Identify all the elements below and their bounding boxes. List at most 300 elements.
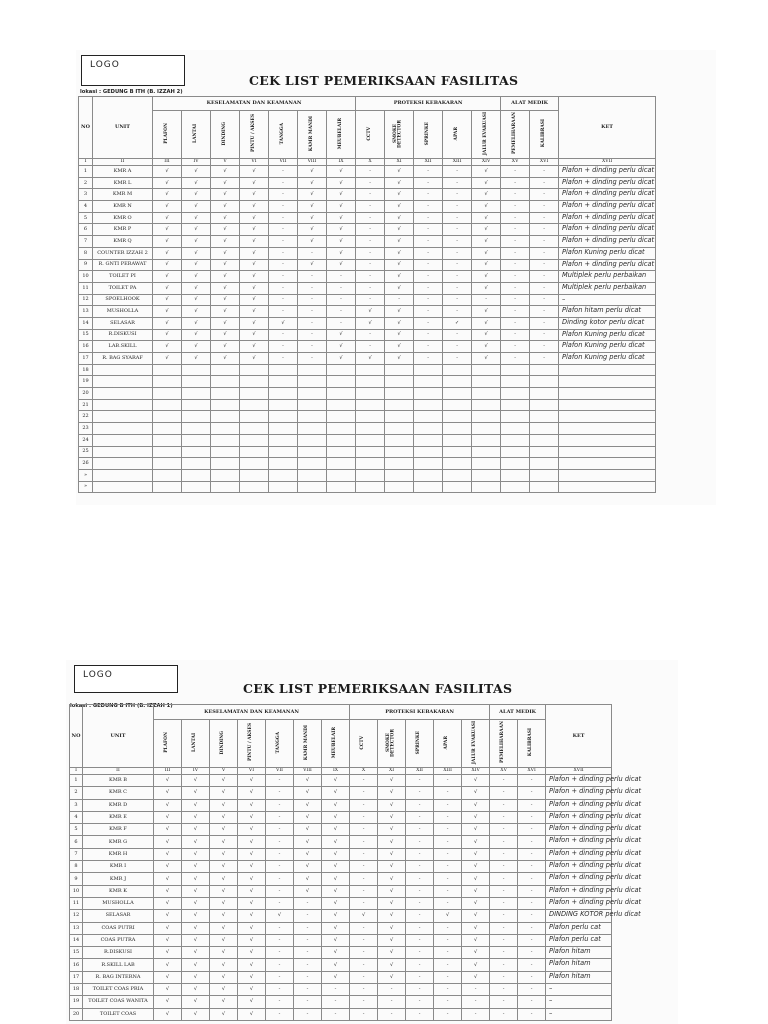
check-cell: - [406,787,434,799]
check-cell [211,446,240,458]
check-cell: √ [385,236,414,248]
ket-note: Plafon + dinding perlu dicat [562,178,655,186]
check-cell: - [298,353,327,365]
numeral-cell: I [70,768,83,775]
check-cell [472,458,501,470]
check-cell: - [530,166,559,178]
ket-note: Plafon + dinding perlu dicat [562,260,655,268]
check-cell: - [266,836,294,848]
check-cell [298,411,327,423]
unit-name: KMR L [93,177,153,189]
check-cell [269,469,298,481]
check-cell: √ [385,189,414,201]
check-cell [327,446,356,458]
column-header [490,720,518,768]
ket-note: Plafon Kuning perlu dicat [562,341,645,349]
check-cell: √ [153,329,182,341]
unit-name: KMR O [93,212,153,224]
check-cell: - [266,775,294,787]
table-row [70,947,612,959]
ket-note: Plafon + dinding perlu dicat [562,166,655,174]
check-cell: - [266,897,294,909]
check-cell [472,446,501,458]
check-cell: √ [356,317,385,329]
check-cell: √ [182,836,210,848]
group-ket: KET [546,705,612,768]
check-cell: - [298,294,327,306]
check-cell: √ [154,1008,182,1020]
unit-name: KMR F [83,824,154,836]
check-cell: √ [210,934,238,946]
check-cell: - [269,259,298,271]
check-cell: - [269,212,298,224]
check-cell: √ [462,885,490,897]
check-cell: - [406,1008,434,1020]
numeral-cell: XIV [462,768,490,775]
sheet-title: CEK LIST PEMERIKSAAN FASILITAS [243,681,513,696]
table-row [79,388,656,400]
unit-name: KMR G [83,836,154,848]
row-number: 3 [70,799,83,811]
check-cell: √ [327,201,356,213]
check-cell: - [298,306,327,318]
check-cell: - [266,885,294,897]
check-cell: √ [385,177,414,189]
check-cell: - [530,224,559,236]
check-cell: - [530,271,559,283]
check-cell: √ [154,873,182,885]
check-cell: - [266,934,294,946]
check-cell: √ [182,317,211,329]
row-number: 20 [79,388,93,400]
check-cell: √ [385,212,414,224]
check-cell: √ [385,166,414,178]
row-number: 5 [79,212,93,224]
check-cell: √ [211,201,240,213]
check-cell: √ [472,329,501,341]
check-cell: √ [182,787,210,799]
check-cell: - [490,873,518,885]
group-alat-medik: ALAT MEDIK [501,97,559,111]
numeral-cell: XVII [546,768,612,775]
ket-note: Plafon hitam [549,972,591,980]
check-cell: √ [182,224,211,236]
check-cell: √ [154,775,182,787]
check-cell: - [269,166,298,178]
check-cell [356,458,385,470]
check-cell: √ [298,189,327,201]
row-number: 25 [79,446,93,458]
check-cell: - [472,294,501,306]
ket-note: Plafon + dinding perlu dicat [562,189,655,197]
check-cell: - [406,947,434,959]
check-cell: √ [153,236,182,248]
row-number: 5 [70,824,83,836]
check-cell [298,458,327,470]
check-cell [385,423,414,435]
row-number: 16 [70,959,83,971]
unit-name [93,376,153,388]
ket-note: Plafon + dinding perlu dicat [562,224,655,232]
check-cell: √ [238,811,266,823]
check-cell: √ [298,166,327,178]
check-cell: - [350,873,378,885]
check-cell: √ [182,971,210,983]
check-cell: √ [182,897,210,909]
check-cell: - [501,212,530,224]
column-header [210,720,238,768]
check-cell: - [501,177,530,189]
numeral-cell: IX [327,159,356,166]
check-cell: - [266,787,294,799]
ket-note: – [549,984,553,992]
check-cell: √ [182,984,210,996]
row-number: 3 [79,189,93,201]
check-cell: √ [298,259,327,271]
check-cell: √ [298,212,327,224]
check-cell: √ [182,282,211,294]
ket-note: Plafon + dinding perlu dicat [549,861,642,869]
check-cell: - [350,971,378,983]
check-cell: √ [238,885,266,897]
check-cell: - [294,897,322,909]
check-cell [211,469,240,481]
check-cell: √ [211,341,240,353]
check-cell: - [356,177,385,189]
column-header [530,111,559,159]
unit-name: R.DISKUSI [83,947,154,959]
check-cell: √ [462,811,490,823]
check-cell: √ [154,934,182,946]
check-cell [414,411,443,423]
check-cell: √ [294,811,322,823]
row-number: 1 [79,166,93,178]
check-cell: √ [385,247,414,259]
table-row [70,811,612,823]
check-cell: √ [210,996,238,1008]
check-cell: - [443,341,472,353]
check-cell: √ [294,861,322,873]
check-cell: √ [462,873,490,885]
check-cell: √ [385,259,414,271]
row-number: 22 [79,411,93,423]
check-cell: - [378,996,406,1008]
column-header-label: JALUR EVAKUASI [482,111,488,156]
ket-note: – [549,996,553,1004]
check-cell: √ [327,236,356,248]
check-cell: √ [182,166,211,178]
check-cell: - [462,1008,490,1020]
unit-name: COAS PUTRI [83,922,154,934]
table-row [79,423,656,435]
sheet-title: CEK LIST PEMERIKSAAN FASILITAS [249,73,519,88]
check-cell [182,434,211,446]
check-cell [182,411,211,423]
check-cell: - [434,824,462,836]
column-header [154,720,182,768]
check-cell: - [266,848,294,860]
check-cell: - [490,861,518,873]
row-number: 15 [70,947,83,959]
check-cell [240,469,269,481]
check-cell [356,364,385,376]
check-cell: - [434,971,462,983]
check-cell: - [443,189,472,201]
check-cell: - [327,294,356,306]
check-cell: - [414,224,443,236]
check-cell: - [298,317,327,329]
column-header [266,720,294,768]
check-cell: √ [182,824,210,836]
check-cell: - [501,189,530,201]
check-cell [530,446,559,458]
check-cell: - [434,996,462,1008]
check-cell: √ [378,897,406,909]
check-cell: - [490,934,518,946]
check-cell: √ [385,341,414,353]
check-cell: √ [294,885,322,897]
check-cell: √ [322,861,350,873]
row-number: 16 [79,341,93,353]
table-row [70,897,612,909]
check-cell [153,411,182,423]
check-cell: √ [211,189,240,201]
check-cell [211,364,240,376]
numeral-cell: VI [240,159,269,166]
column-header [434,720,462,768]
check-cell [501,458,530,470]
check-cell: - [434,873,462,885]
check-cell: - [501,294,530,306]
check-cell: - [406,971,434,983]
table-row [70,836,612,848]
check-cell: - [518,922,546,934]
check-cell [443,481,472,493]
check-cell: √ [294,873,322,885]
row-number: 9 [70,873,83,885]
column-header [385,111,414,159]
numeral-cell: X [356,159,385,166]
unit-name: TOILET COAS WANITA [83,996,154,1008]
check-cell: - [350,947,378,959]
check-cell: - [443,329,472,341]
check-cell: √ [385,201,414,213]
check-cell: √ [462,910,490,922]
check-cell: - [434,1008,462,1020]
check-cell [356,434,385,446]
check-cell [182,458,211,470]
check-cell: - [356,259,385,271]
check-cell [443,423,472,435]
unit-name: KMR I [83,861,154,873]
table-row [70,910,612,922]
check-cell: √ [322,959,350,971]
check-cell: √ [327,353,356,365]
check-cell: - [414,247,443,259]
table-row [70,971,612,983]
numeral-cell: XV [501,159,530,166]
check-cell: - [414,329,443,341]
ket-note: DINDING KOTOR perlu dicat [549,910,641,918]
check-cell: √ [238,934,266,946]
check-cell: √ [154,885,182,897]
numeral-cell: IV [182,159,211,166]
check-cell: √ [322,787,350,799]
table-row [70,959,612,971]
check-cell: - [269,353,298,365]
check-cell: - [434,922,462,934]
unit-name: SELASAR [93,317,153,329]
numeral-cell: VII [269,159,298,166]
numeral-cell: XI [385,159,414,166]
check-cell: - [530,341,559,353]
check-cell: √ [182,775,210,787]
table-row [79,434,656,446]
check-cell: - [501,201,530,213]
check-cell: - [356,212,385,224]
check-cell: √ [472,189,501,201]
numeral-cell: IV [182,768,210,775]
check-cell: - [327,317,356,329]
check-cell: √ [350,910,378,922]
group-header-row [70,705,612,720]
check-cell: √ [294,775,322,787]
check-cell: - [414,212,443,224]
col-unit-header: UNIT [93,97,153,159]
check-cell [327,481,356,493]
column-header [472,111,501,159]
table-row [70,873,612,885]
check-cell: - [414,166,443,178]
check-cell: √ [378,885,406,897]
check-cell: √ [378,836,406,848]
check-cell: ✓ [443,317,472,329]
logo-box: LOGO [74,665,178,693]
unit-name: KMR H [83,848,154,860]
column-header [327,111,356,159]
table-row [79,411,656,423]
check-cell [501,364,530,376]
check-cell [356,446,385,458]
check-cell: √ [472,236,501,248]
ket-note: Plafon Kuning perlu dicat [562,248,645,256]
check-cell [211,423,240,435]
numeral-cell: II [83,768,154,775]
check-cell: √ [238,848,266,860]
unit-name: KMR J [83,873,154,885]
check-cell: √ [266,910,294,922]
check-cell: √ [238,836,266,848]
ket-note: Plafon Kuning perlu dicat [562,353,645,361]
ket-note: Plafon + dinding perlu dicat [549,873,642,881]
check-cell: - [490,836,518,848]
check-cell: - [414,236,443,248]
check-cell: - [443,306,472,318]
check-cell: √ [154,861,182,873]
check-cell [298,376,327,388]
table-row [70,787,612,799]
column-header-label: PINTU / AKSES [248,723,254,762]
check-cell: - [269,341,298,353]
check-cell: - [294,947,322,959]
check-cell [530,399,559,411]
check-cell: - [266,1008,294,1020]
ket-cell [546,1008,612,1020]
check-cell [240,399,269,411]
check-cell: √ [269,317,298,329]
check-cell: - [406,922,434,934]
row-number: 12 [79,294,93,306]
check-cell: - [443,282,472,294]
row-number: 21 [79,399,93,411]
check-cell [472,481,501,493]
check-cell [327,388,356,400]
check-cell: - [414,259,443,271]
column-header-label: CCTV [360,735,366,750]
check-cell: √ [378,910,406,922]
check-cell: - [518,947,546,959]
unit-name: KMR A [93,166,153,178]
check-cell: √ [211,294,240,306]
check-cell [414,446,443,458]
ket-note: Plafon + dinding perlu dicat [549,849,642,857]
check-cell [269,388,298,400]
check-cell: - [518,848,546,860]
unit-name: COUNTER IZZAH 2 [93,247,153,259]
check-cell: √ [211,306,240,318]
check-cell: - [443,212,472,224]
ket-note: Plafon + dinding perlu dicat [549,800,642,808]
check-cell [501,423,530,435]
check-cell [443,388,472,400]
check-cell: √ [210,873,238,885]
check-cell: - [322,1008,350,1020]
column-header [462,720,490,768]
check-cell: √ [211,224,240,236]
check-cell: √ [240,201,269,213]
check-cell: - [518,861,546,873]
check-cell: √ [153,282,182,294]
check-cell: √ [327,177,356,189]
row-number: 15 [79,329,93,341]
check-cell: √ [472,353,501,365]
check-cell [356,388,385,400]
check-cell: - [490,1008,518,1020]
check-cell: - [434,848,462,860]
check-cell: √ [462,897,490,909]
check-cell [385,481,414,493]
unit-name [93,469,153,481]
column-header [518,720,546,768]
check-cell: √ [356,306,385,318]
unit-name [93,434,153,446]
check-cell: - [350,934,378,946]
check-cell [211,399,240,411]
numeral-cell: XIII [443,159,472,166]
check-cell: √ [211,353,240,365]
check-cell [327,423,356,435]
row-number: 11 [79,282,93,294]
unit-name: TOILET PA [93,282,153,294]
check-cell: √ [182,910,210,922]
check-cell [211,388,240,400]
check-cell [385,411,414,423]
row-number: » [79,469,93,481]
check-cell: - [356,329,385,341]
check-cell: - [518,984,546,996]
check-cell: - [266,959,294,971]
check-cell: √ [210,959,238,971]
